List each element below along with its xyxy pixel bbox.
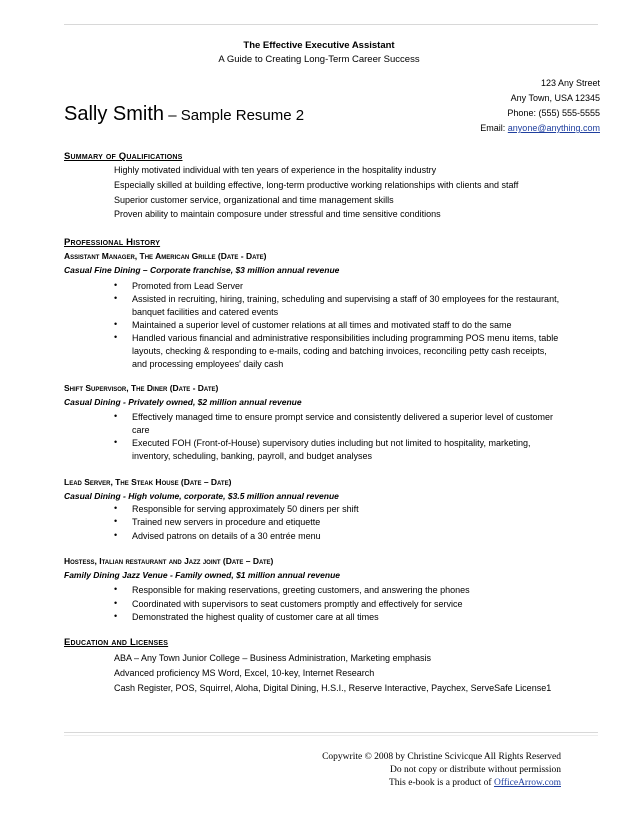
summary-item: Especially skilled at building effective, long-term productive working relationships with clients and staff	[114, 180, 519, 190]
bullet-marker: •	[114, 437, 118, 447]
job-bullet: Assisted in recruiting, hiring, training, scheduling and supervising a staff of 30 employees for the restaurant, banquet facilities and catered events	[132, 294, 560, 317]
job-title: Shift Supervisor, The Diner (Date - Date)	[64, 383, 219, 393]
job-title: Assistant Manager, The American Grille (Date - Date)	[64, 251, 267, 261]
footer-product-prefix: This e-book is a product of	[388, 778, 494, 788]
name-full: Sally Smith	[64, 103, 165, 125]
job-bullet: Advised patrons on details of a 30 entrée menu	[132, 531, 321, 541]
bullet-marker: •	[114, 293, 118, 303]
job-bullet: Executed FOH (Front-of-House) supervisory duties including but not limited to hospitality, marketing, inventory, scheduling, banking, payroll, and budget analyses	[132, 438, 531, 461]
job-bullet: Coordinated with supervisors to seat customers promptly and effectively for service	[132, 599, 463, 609]
job-title: Lead Server, The Steak House (Date – Date)	[64, 477, 232, 487]
bullet-marker: •	[114, 611, 118, 621]
email-label: Email:	[480, 123, 508, 133]
bottom-rule-shadow	[64, 735, 598, 736]
bullet-marker: •	[114, 411, 118, 421]
summary-heading: Summary of Qualifications	[64, 151, 183, 162]
phone: Phone: (555) 555-5555	[507, 108, 600, 118]
top-rule	[64, 24, 598, 25]
email-link[interactable]: anyone@anything.com	[507, 123, 600, 133]
job-bullet: Promoted from Lead Server	[132, 281, 244, 291]
job-bullet: Handled various financial and administrative responsibilities including programming POS menu items, table layouts, checking & responding to e-mails, coding and batching invoices, reconciling petty cash receipts, and processing employees' daily cash	[132, 333, 559, 369]
summary-item: Proven ability to maintain composure under stressful and time sensitive conditions	[114, 209, 441, 219]
contact-block	[480, 76, 600, 136]
education-item: Advanced proficiency MS Word, Excel, 10-key, Internet Research	[114, 668, 375, 678]
bullet-marker: •	[114, 319, 118, 329]
history-heading: Professional History	[64, 237, 161, 248]
book-subtitle: A Guide to Creating Long-Term Career Success	[218, 54, 420, 65]
job-bullet: Responsible for making reservations, greeting customers, and answering the phones	[132, 585, 470, 595]
job-bullet: Responsible for serving approximately 50 diners per shift	[132, 504, 359, 514]
job-title: Hostess, Italian restaurant and Jazz joint (Date – Date)	[64, 556, 274, 566]
bullet-marker: •	[114, 280, 118, 290]
summary-item: Superior customer service, organizational and time management skills	[114, 195, 394, 205]
bullet-marker: •	[114, 598, 118, 608]
footer	[322, 751, 561, 790]
bullet-marker: •	[114, 584, 118, 594]
candidate-name	[64, 103, 304, 126]
address-line-2: Any Town, USA 12345	[510, 93, 600, 103]
job-description: Casual Dining - High volume, corporate, $3.5 million annual revenue	[64, 491, 339, 501]
bullet-marker: •	[114, 503, 118, 513]
bullet-marker: •	[114, 516, 118, 526]
job-description: Casual Fine Dining – Corporate franchise, $3 million annual revenue	[64, 265, 340, 275]
job-bullet: Demonstrated the highest quality of customer care at all times	[132, 612, 379, 622]
officearrow-link[interactable]: OfficeArrow.com	[493, 778, 561, 788]
job-description: Casual Dining - Privately owned, $2 million annual revenue	[64, 397, 302, 407]
footer-product-line	[322, 777, 561, 790]
education-heading: Education and Licenses	[64, 637, 169, 648]
job-bullet: Trained new servers in procedure and etiquette	[132, 517, 321, 527]
education-item: Cash Register, POS, Squirrel, Aloha, Digital Dining, H.S.I., Reserve Interactive, Paychex, ServeSafe License1	[114, 683, 552, 693]
bullet-marker: •	[114, 530, 118, 540]
name-suffix: – Sample Resume 2	[164, 107, 305, 124]
address-line-1: 123 Any Street	[540, 78, 600, 88]
footer-notice: Do not copy or distribute without permission	[390, 765, 561, 775]
job-bullet: Maintained a superior level of customer relations at all times and motivated staff to do the same	[132, 320, 512, 330]
footer-copyright: Copywrite © 2008 by Christine Scivicque All Rights Reserved	[322, 752, 561, 762]
email-line	[480, 121, 600, 136]
bottom-rule	[64, 732, 598, 733]
book-title: The Effective Executive Assistant	[243, 40, 395, 51]
job-description: Family Dining Jazz Venue - Family owned, $1 million annual revenue	[64, 570, 341, 580]
education-item: ABA – Any Town Junior College – Business Administration, Marketing emphasis	[114, 653, 431, 663]
job-bullet: Effectively managed time to ensure prompt service and consistently delivered a superior level of customer care	[132, 412, 554, 435]
bullet-marker: •	[114, 332, 118, 342]
summary-item: Highly motivated individual with ten years of experience in the hospitality industry	[114, 165, 437, 175]
